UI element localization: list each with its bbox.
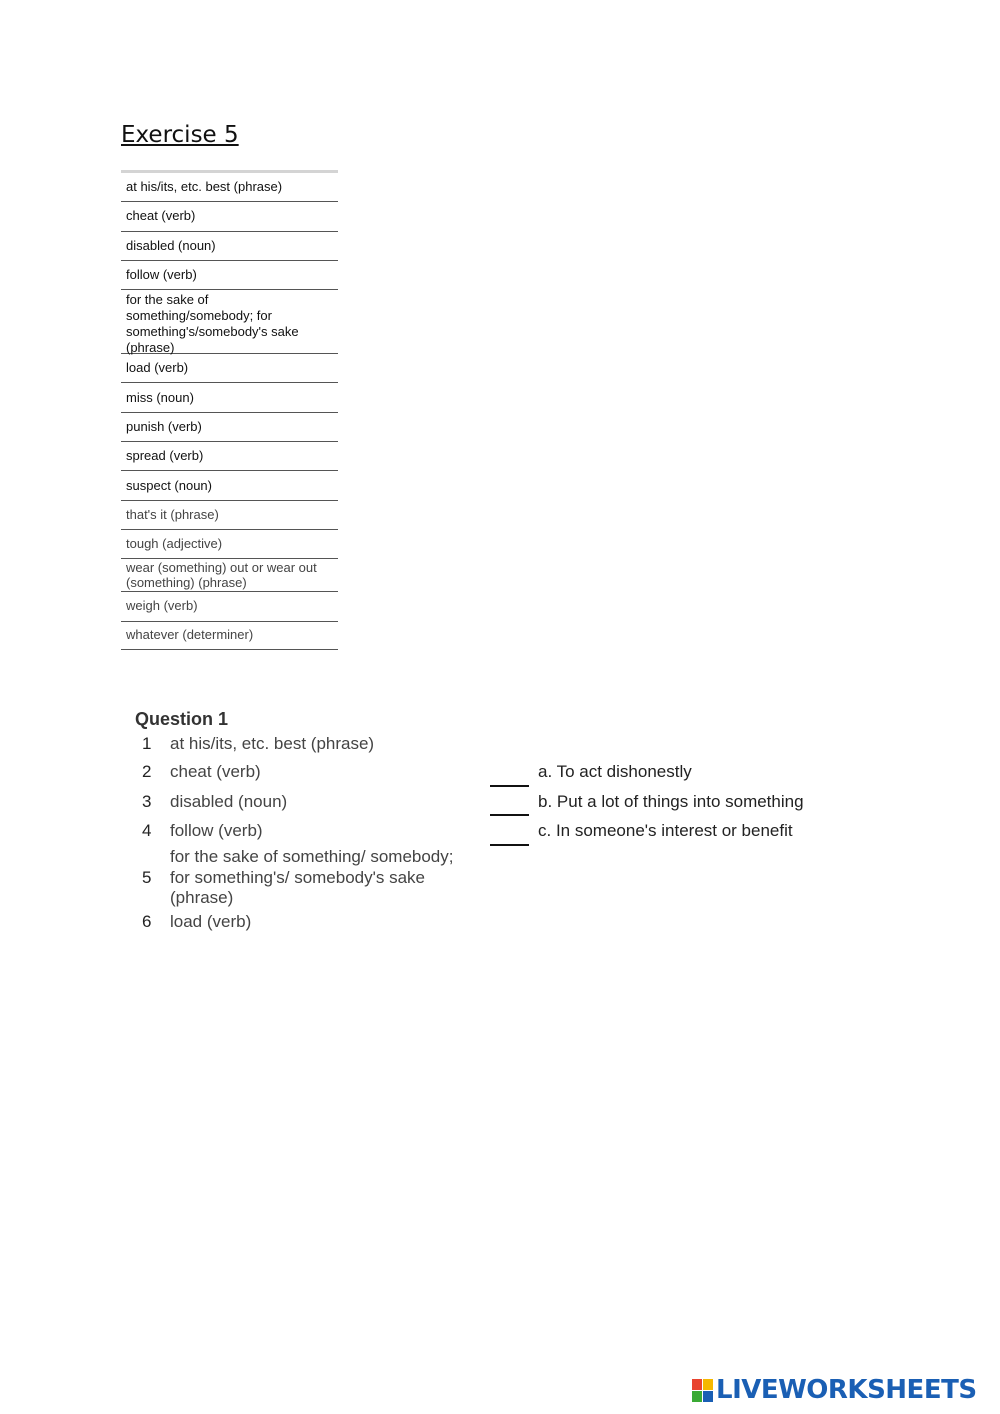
item-text: load (verb) (170, 912, 252, 931)
item-text-line: (phrase) (170, 888, 234, 907)
vocab-term: wear (something) out or wear out (something) (phrase) (126, 560, 317, 591)
logo-text: LIVEWORKSHEETS (716, 1375, 977, 1405)
answer-option: c. In someone's interest or benefit (538, 821, 793, 840)
vocab-term: disabled (noun) (126, 237, 216, 253)
item-text: at his/its, etc. best (phrase) (170, 734, 375, 753)
item-text-line: for the sake of something/ somebody; (170, 847, 454, 866)
vocab-term: weigh (verb) (126, 598, 198, 614)
item-number: 3 (142, 792, 152, 811)
answer-option: b. Put a lot of things into something (538, 792, 804, 811)
vocab-row (121, 290, 338, 354)
vocab-term: miss (noun) (126, 389, 194, 405)
vocab-row (121, 530, 338, 559)
item-number: 1 (142, 734, 152, 753)
liveworksheets-logo-icon (692, 1379, 713, 1402)
item-number: 4 (142, 821, 152, 840)
vocab-row (121, 413, 338, 442)
vocab-term: cheat (verb) (126, 208, 196, 224)
vocab-term: that's it (phrase) (126, 506, 219, 522)
vocab-term: load (verb) (126, 360, 189, 376)
liveworksheets-logo (692, 1373, 977, 1407)
vocab-term: follow (verb) (126, 267, 197, 283)
vocab-row (121, 261, 338, 290)
answer-option: a. To act dishonestly (538, 762, 692, 781)
item-text: cheat (verb) (170, 762, 261, 781)
vocab-term: whatever (determiner) (126, 627, 254, 643)
question-title: Question 1 (135, 709, 229, 729)
item-number: 5 (142, 868, 152, 887)
vocab-row (121, 471, 338, 500)
item-number: 2 (142, 762, 152, 781)
item-text: disabled (noun) (170, 792, 288, 811)
vocab-row (121, 383, 338, 412)
vocab-row (121, 442, 338, 471)
vocab-row (121, 232, 338, 261)
item-text-line: for something's/ somebody's sake (170, 867, 425, 887)
item-number: 6 (142, 912, 152, 931)
item-text: follow (verb) (170, 821, 263, 840)
vocab-term: tough (adjective) (126, 536, 223, 552)
answer-blank[interactable] (490, 814, 529, 816)
page-title: Exercise 5 (121, 122, 239, 148)
vocab-term: for the sake of something/somebody; for something's/somebody's sake (phrase) (126, 292, 299, 356)
vocab-row (121, 559, 338, 592)
vocab-row (121, 501, 338, 530)
answer-blank[interactable] (490, 844, 529, 846)
answer-blank[interactable] (490, 785, 529, 787)
vocab-term: suspect (noun) (126, 477, 212, 493)
vocab-term: punish (verb) (126, 418, 202, 434)
vocab-term: spread (verb) (126, 448, 204, 464)
vocab-term: at his/its, etc. best (phrase) (126, 179, 283, 195)
vocab-row (121, 202, 338, 231)
vocab-row (121, 592, 338, 621)
vocabulary-table (121, 170, 338, 650)
vocab-row (121, 354, 338, 383)
vocab-row (121, 622, 338, 650)
vocab-row (121, 173, 338, 202)
